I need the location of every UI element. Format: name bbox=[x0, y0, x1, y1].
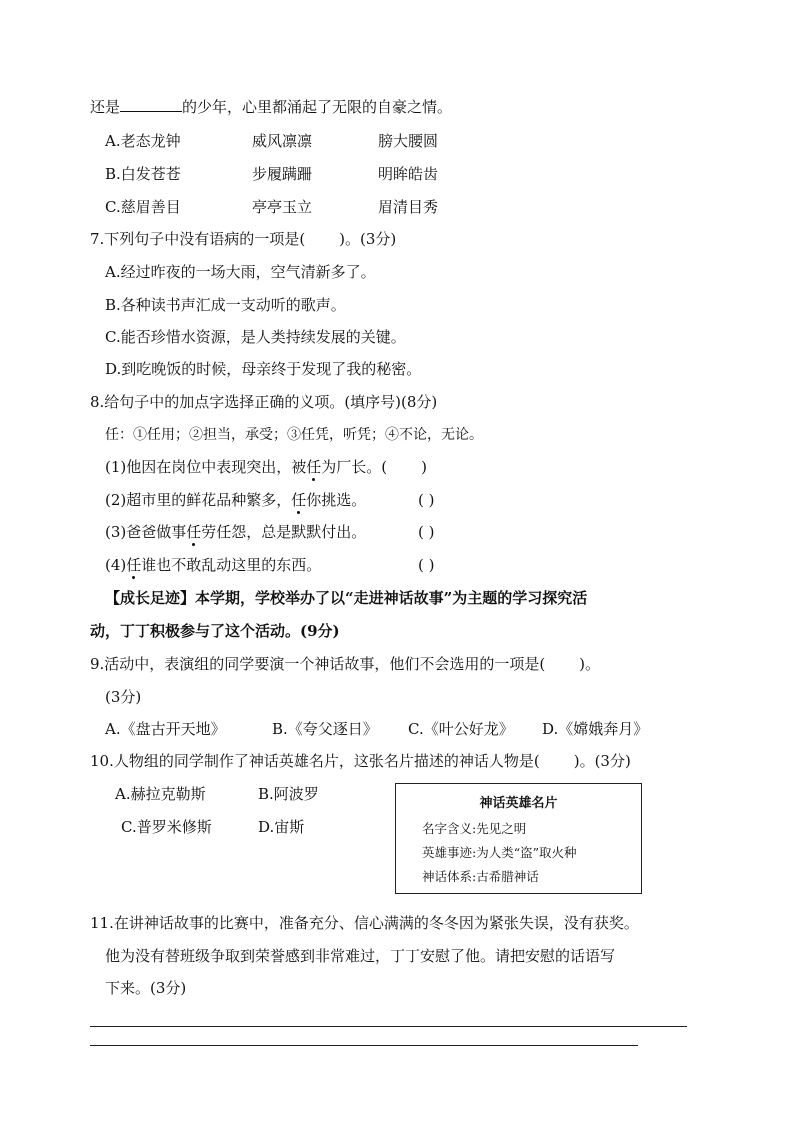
section-heading: 【成长足迹】本学期，学校举办了以“走进神话故事”为主题的学习探究活 bbox=[105, 589, 588, 607]
q6-stem-tail: 还是 的少年，心里都涌起了无限的自豪之情。 bbox=[90, 98, 453, 116]
q8-item-3: (3)爸爸做事任劳任怨，总是默默付出。 bbox=[105, 523, 367, 541]
q10-option-d[interactable]: D.宙斯 bbox=[258, 818, 305, 836]
answer-line[interactable] bbox=[90, 1045, 638, 1046]
answer-paren[interactable]: ( ) bbox=[418, 556, 435, 574]
q10-stem: 10.人物组的同学制作了神话英雄名片，这张名片描述的神话人物是( )。(3分) bbox=[90, 752, 631, 770]
answer-paren[interactable]: ( ) bbox=[418, 491, 435, 509]
q10-option-b[interactable]: B.阿波罗 bbox=[258, 785, 319, 803]
q9-option-d[interactable]: D.《嫦娥奔月》 bbox=[542, 720, 649, 738]
hero-name-card bbox=[395, 783, 642, 894]
q8-meanings: 任：①任用；②担当，承受；③任凭，听凭；④不论，无论。 bbox=[105, 427, 483, 443]
card-row: 英雄事迹:为人类“盗”取火种 bbox=[422, 845, 577, 860]
q9-stem: 9.活动中，表演组的同学要演一个神话故事，他们不会选用的一项是( )。 bbox=[90, 655, 601, 673]
q8-item-2: (2)超市里的鲜花品种繁多，任你挑选。 bbox=[105, 491, 367, 509]
q8-stem: 8.给句子中的加点字选择正确的义项。(填序号)(8分) bbox=[90, 393, 438, 411]
q10-option-a[interactable]: A.赫拉克勒斯 bbox=[115, 785, 206, 803]
q10-option-c[interactable]: C.普罗米修斯 bbox=[121, 818, 212, 836]
q9-score: (3分) bbox=[105, 688, 142, 706]
q7-option-c[interactable]: C.能否珍惜水资源，是人类持续发展的关键。 bbox=[105, 328, 406, 346]
dotted-char: 任 bbox=[126, 556, 142, 574]
section-heading-cont: 动，丁丁积极参与了这个活动。(9分) bbox=[90, 622, 340, 640]
answer-blank[interactable] bbox=[120, 97, 182, 112]
card-title: 神话英雄名片 bbox=[479, 796, 558, 811]
q7-stem: 7.下列句子中没有语病的一项是( )。(3分) bbox=[90, 230, 397, 248]
q9-option-c[interactable]: C.《叶公好龙》 bbox=[408, 720, 514, 738]
q9-option-a[interactable]: A.《盘古开天地》 bbox=[105, 720, 226, 738]
dotted-char: 任 bbox=[291, 491, 307, 509]
dotted-char: 任 bbox=[306, 458, 322, 476]
q9-option-b[interactable]: B.《夸父逐日》 bbox=[272, 720, 378, 738]
q7-option-b[interactable]: B.各种读书声汇成一支动听的歌声。 bbox=[105, 296, 346, 314]
q8-item-1: (1)他因在岗位中表现突出，被任为厂长。( ) bbox=[105, 458, 427, 476]
q11-stem-cont: 他为没有替班级争取到荣誉感到非常难过，丁丁安慰了他。请把安慰的话语写 bbox=[105, 947, 616, 965]
q7-option-a[interactable]: A.经过昨夜的一场大雨，空气清新多了。 bbox=[105, 263, 376, 281]
q11-stem-cont: 下来。(3分) bbox=[105, 979, 187, 997]
answer-line[interactable] bbox=[90, 1026, 687, 1027]
card-row: 神话体系:古希腊神话 bbox=[422, 869, 539, 884]
q11-stem: 11.在讲神话故事的比赛中，准备充分、信心满满的冬冬因为紧张失误，没有获奖。 bbox=[90, 914, 639, 932]
q8-item-4: (4)任谁也不敢乱动这里的东西。 bbox=[105, 556, 322, 574]
card-row: 名字含义:先见之明 bbox=[422, 821, 527, 836]
dotted-char: 任 bbox=[186, 523, 202, 541]
answer-paren[interactable]: ( ) bbox=[418, 523, 435, 541]
q7-option-d[interactable]: D.到吃晚饭的时候，母亲终于发现了我的秘密。 bbox=[105, 360, 422, 378]
